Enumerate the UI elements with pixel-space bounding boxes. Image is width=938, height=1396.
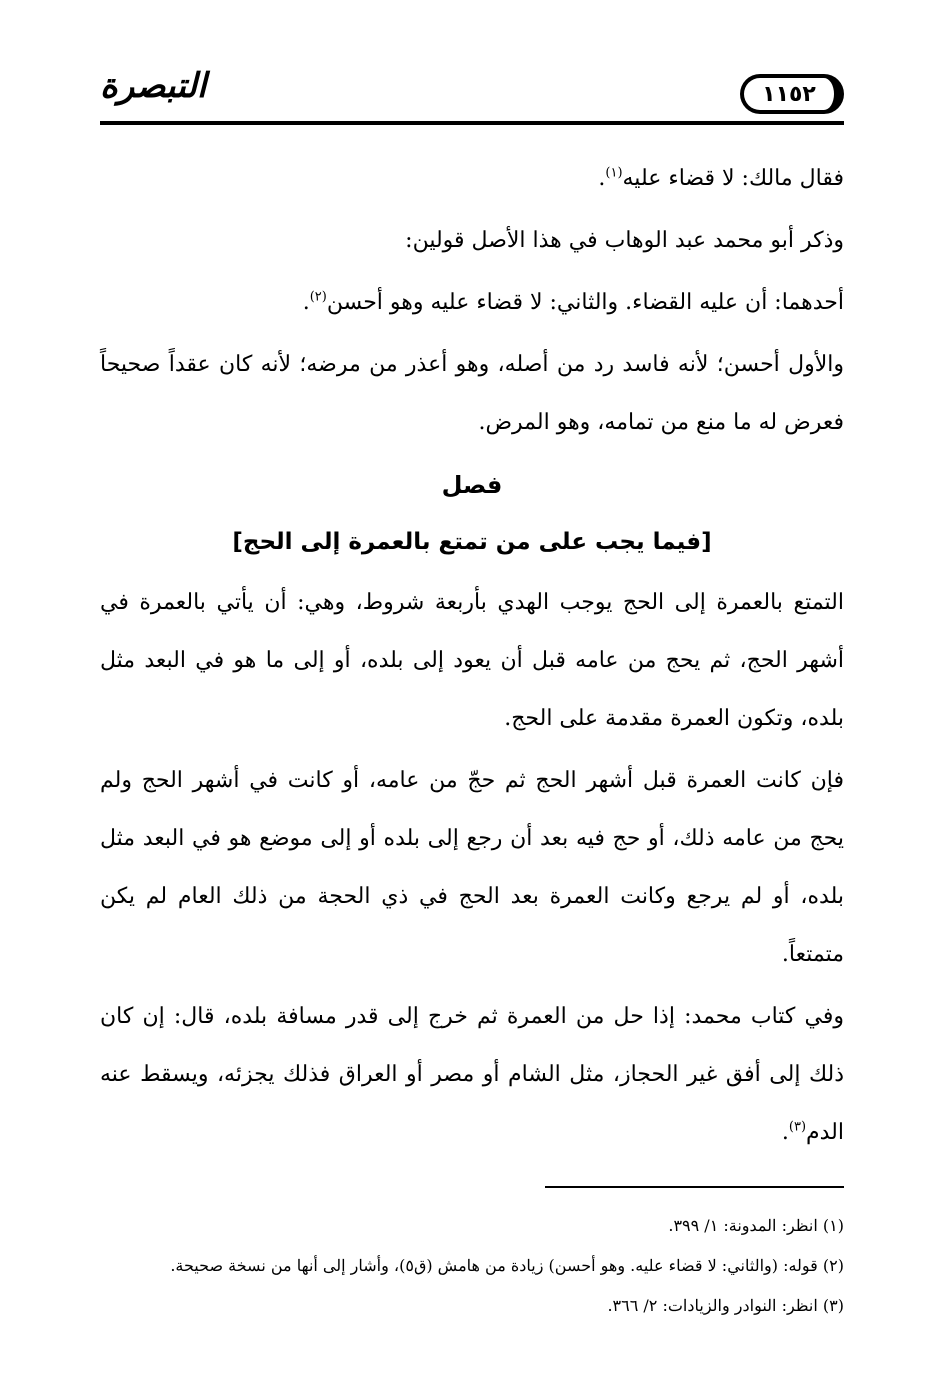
paragraph: وفي كتاب محمد: إذا حل من العمرة ثم خرج إلى قدر مسافة بلده، قال: إن كان ذلك إلى أفق غير الحجاز، مثل الشام أو مصر أو العراق فذلك يجزئه، ويسقط عنه الدم$^{(٣)}$.	[100, 1004, 844, 1145]
footnotes	[100, 1206, 844, 1326]
page-header	[100, 60, 844, 130]
paragraph: وذكر أبو محمد عبد الوهاب في هذا الأصل قولين:	[405, 228, 844, 253]
page-number: ١١٥٢	[762, 81, 816, 107]
footnote-ref: (٣)	[788, 1119, 807, 1135]
footnote-ref: (١)	[605, 165, 623, 181]
main-text	[100, 150, 844, 1166]
paragraph: أحدهما: أن عليه القضاء. والثاني: لا قضاء عليه وهو أحسن$^{(٢)}$.	[302, 289, 844, 315]
paragraph: التمتع بالعمرة إلى الحج يوجب الهدي بأربعة شروط، وهي: أن يأتي بالعمرة في أشهر الحج، ثم يحج من عامه قبل أن يعود إلى بلده، أو إلى ما هو في البعد مثل بلده، وتكون العمرة مقدمة على الحج.	[100, 590, 844, 731]
paragraph: والأول أحسن؛ لأنه فاسد رد من أصله، وهو أعذر من مرضه؛ لأنه كان عقداً صحيحاً فعرض له ما منع من تمامه، وهو المرض.	[100, 352, 844, 435]
section-heading: فصل	[441, 471, 503, 499]
header-divider	[100, 121, 844, 125]
footnote-divider	[545, 1186, 844, 1188]
paragraph: فإن كانت العمرة قبل أشهر الحج ثم حجّ من عامه، أو كانت في أشهر الحج ولم يحج من عامه ذلك، أو حج فيه بعد أن رجع إلى بلده أو إلى موضع هو في البعد مثل بلده، أو لم يرجع وكانت العمرة بعد الحج في ذي الحجة من ذلك العام لم يكن متمتعاً.	[100, 768, 844, 967]
footnote-ref: (٢)	[309, 289, 327, 305]
footnote: (١) انظر: المدونة: ١/ ٣٩٩.	[668, 1216, 844, 1235]
page-number-badge	[740, 74, 844, 114]
footnote: (٣) انظر: النوادر والزيادات: ٢/ ٣٦٦.	[607, 1296, 844, 1315]
footnote: (٢) قوله: (والثاني: لا قضاء عليه. وهو أحسن) زيادة من هامش (ق٥)، وأشار إلى أنها من نسخة صحيحة.	[170, 1256, 844, 1275]
section-subheading: [فيما يجب على من تمتع بالعمرة إلى الحج]	[232, 529, 712, 555]
book-title: التبصرة	[100, 66, 207, 106]
paragraph: فقال مالك: لا قضاء عليه$^{(١)}$.	[598, 165, 844, 191]
